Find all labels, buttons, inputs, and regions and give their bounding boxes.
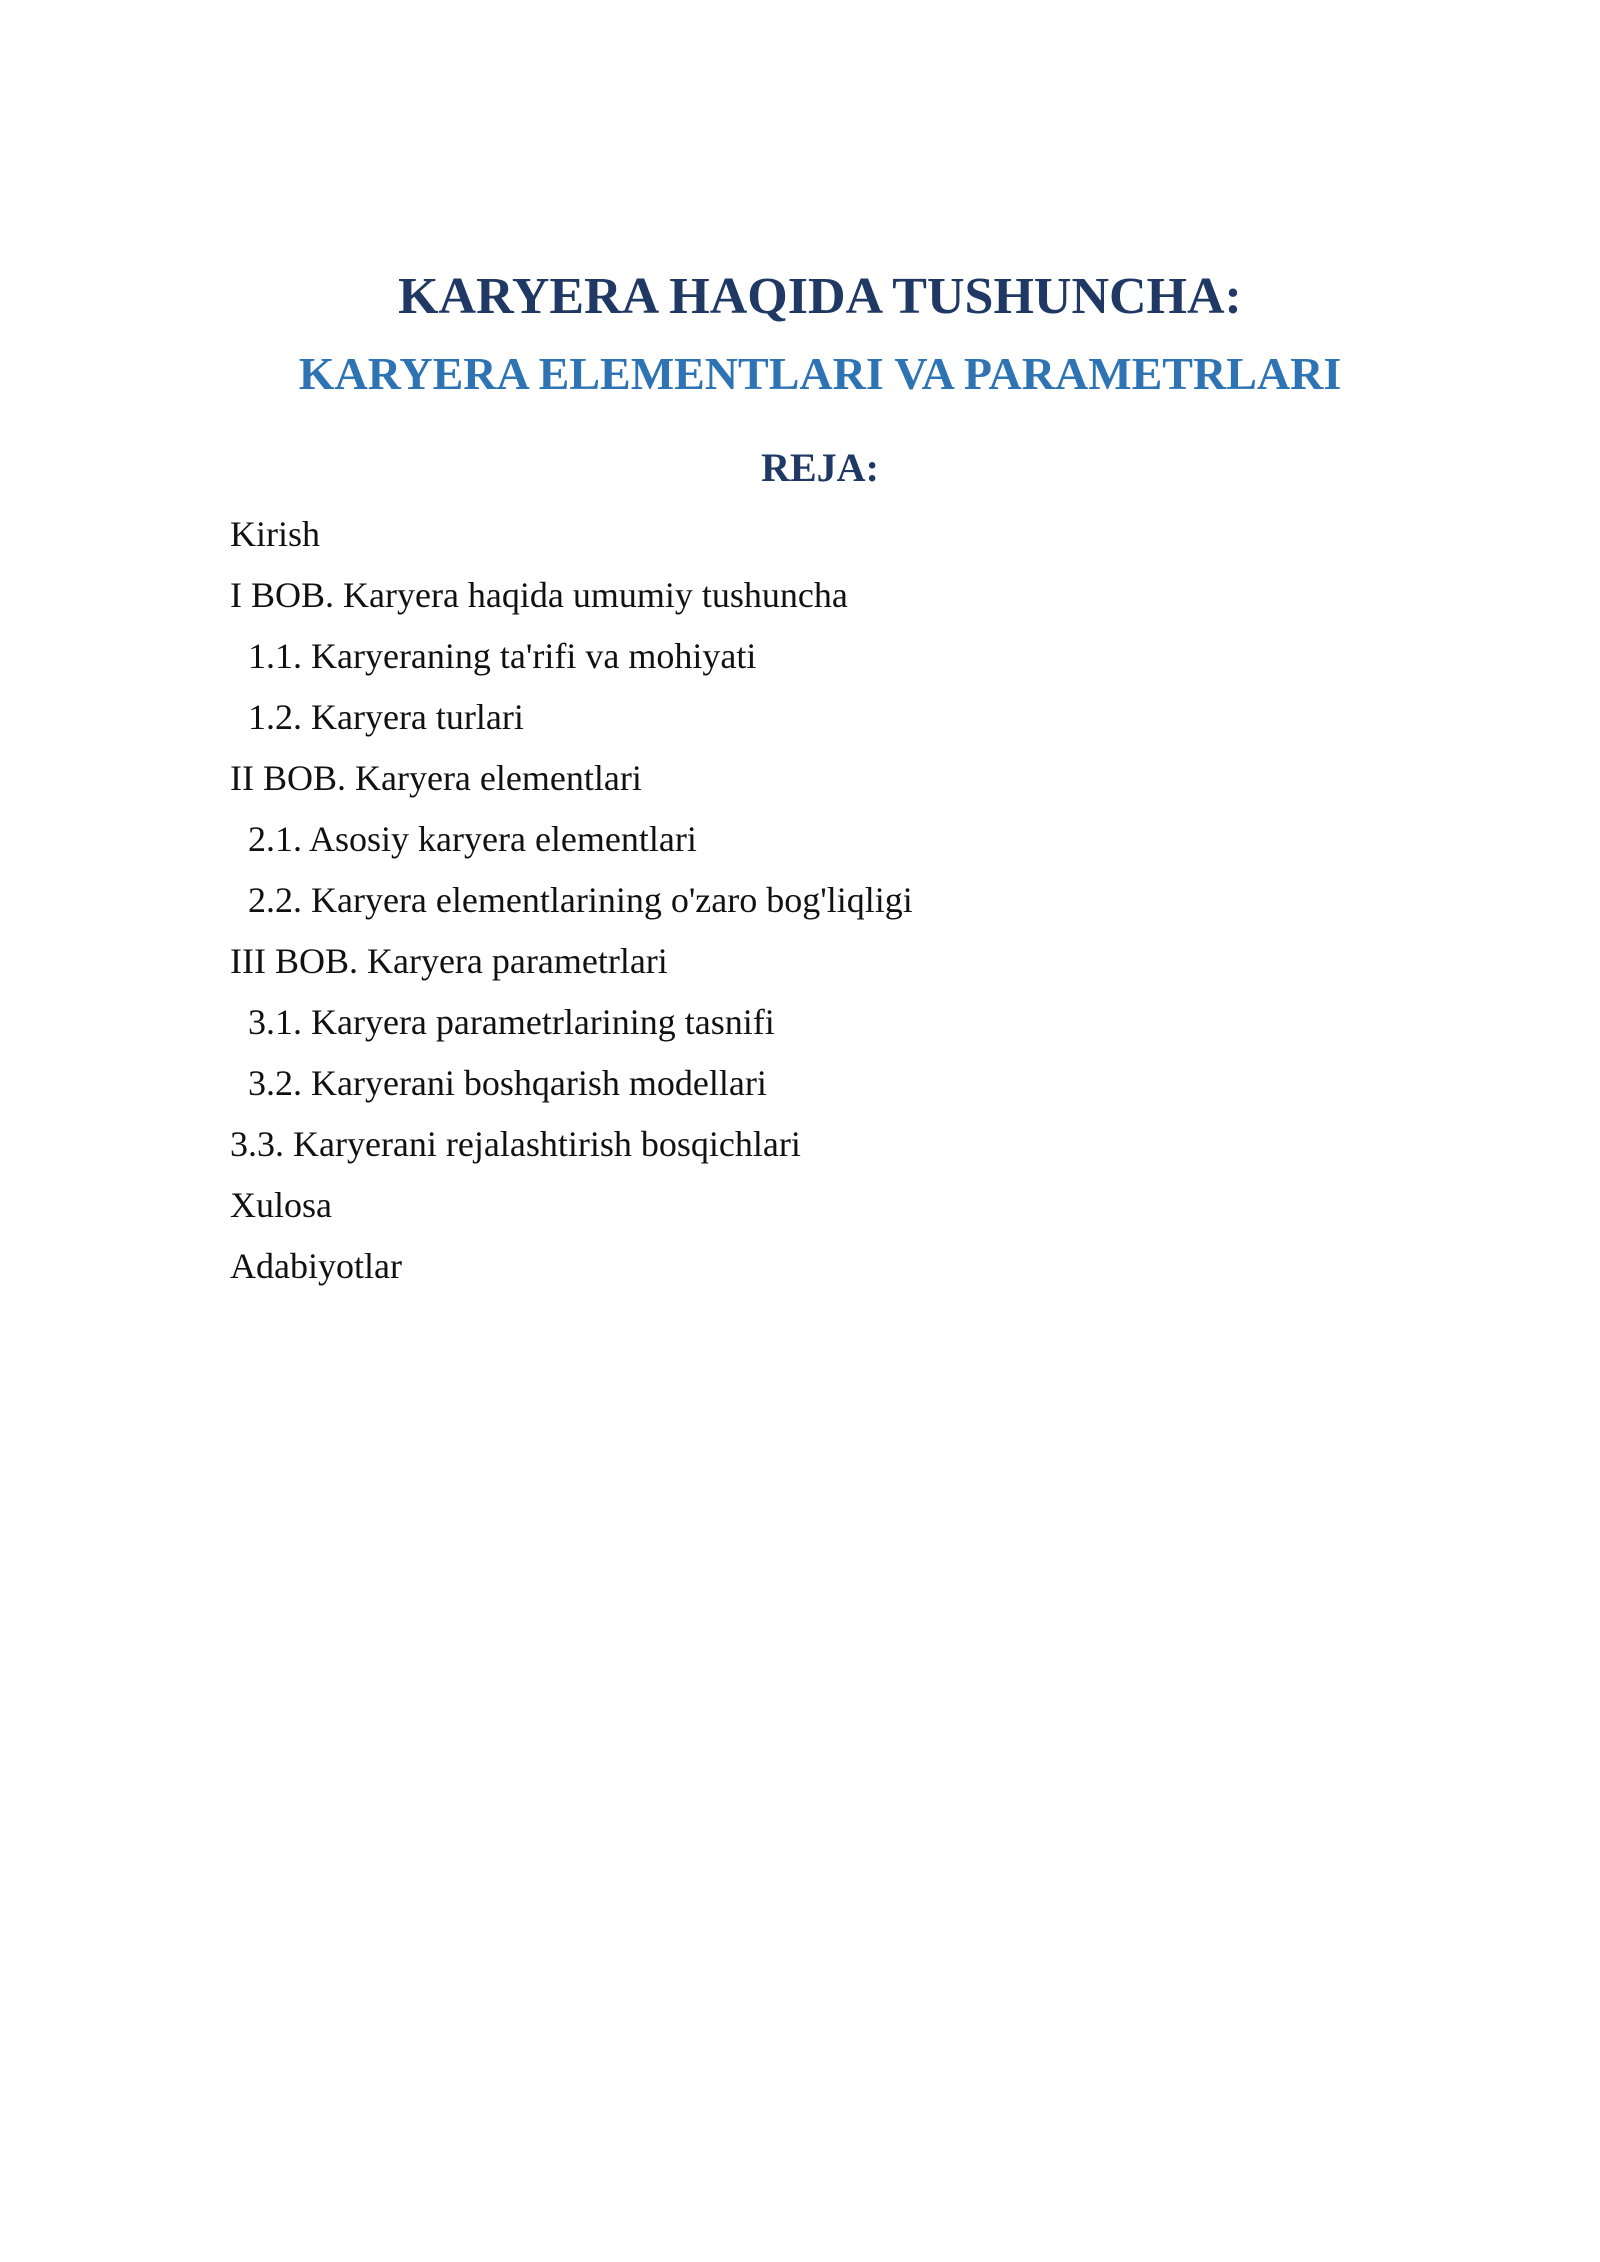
document-subtitle: KARYERA ELEMENTLARI VA PARAMETRLARI — [298, 348, 1342, 399]
toc-item: I BOB. Karyera haqida umumiy tushuncha — [230, 575, 848, 615]
toc-item: 3.2. Karyerani boshqarish modellari — [248, 1063, 767, 1103]
toc-item: 1.1. Karyeraning ta'rifi va mohiyati — [248, 636, 757, 676]
plan-heading: REJA: — [761, 445, 879, 490]
toc-item: 3.1. Karyera parametrlarining tasnifi — [248, 1002, 775, 1042]
toc-item: 3.3. Karyerani rejalashtirish bosqichlari — [230, 1124, 801, 1164]
toc-item: II BOB. Karyera elementlari — [230, 758, 642, 798]
toc-item: 1.2. Karyera turlari — [248, 697, 524, 737]
table-of-contents — [230, 504, 1430, 1297]
toc-item: Xulosa — [230, 1185, 332, 1225]
toc-item: Adabiyotlar — [230, 1246, 402, 1286]
toc-item: 2.1. Asosiy karyera elementlari — [248, 819, 697, 859]
toc-item: Kirish — [230, 514, 320, 554]
toc-item: 2.2. Karyera elementlarining o'zaro bog'liqligi — [248, 880, 913, 920]
toc-item: III BOB. Karyera parametrlari — [230, 941, 668, 981]
document-title: KARYERA HAQIDA TUSHUNCHA: — [398, 268, 1242, 325]
